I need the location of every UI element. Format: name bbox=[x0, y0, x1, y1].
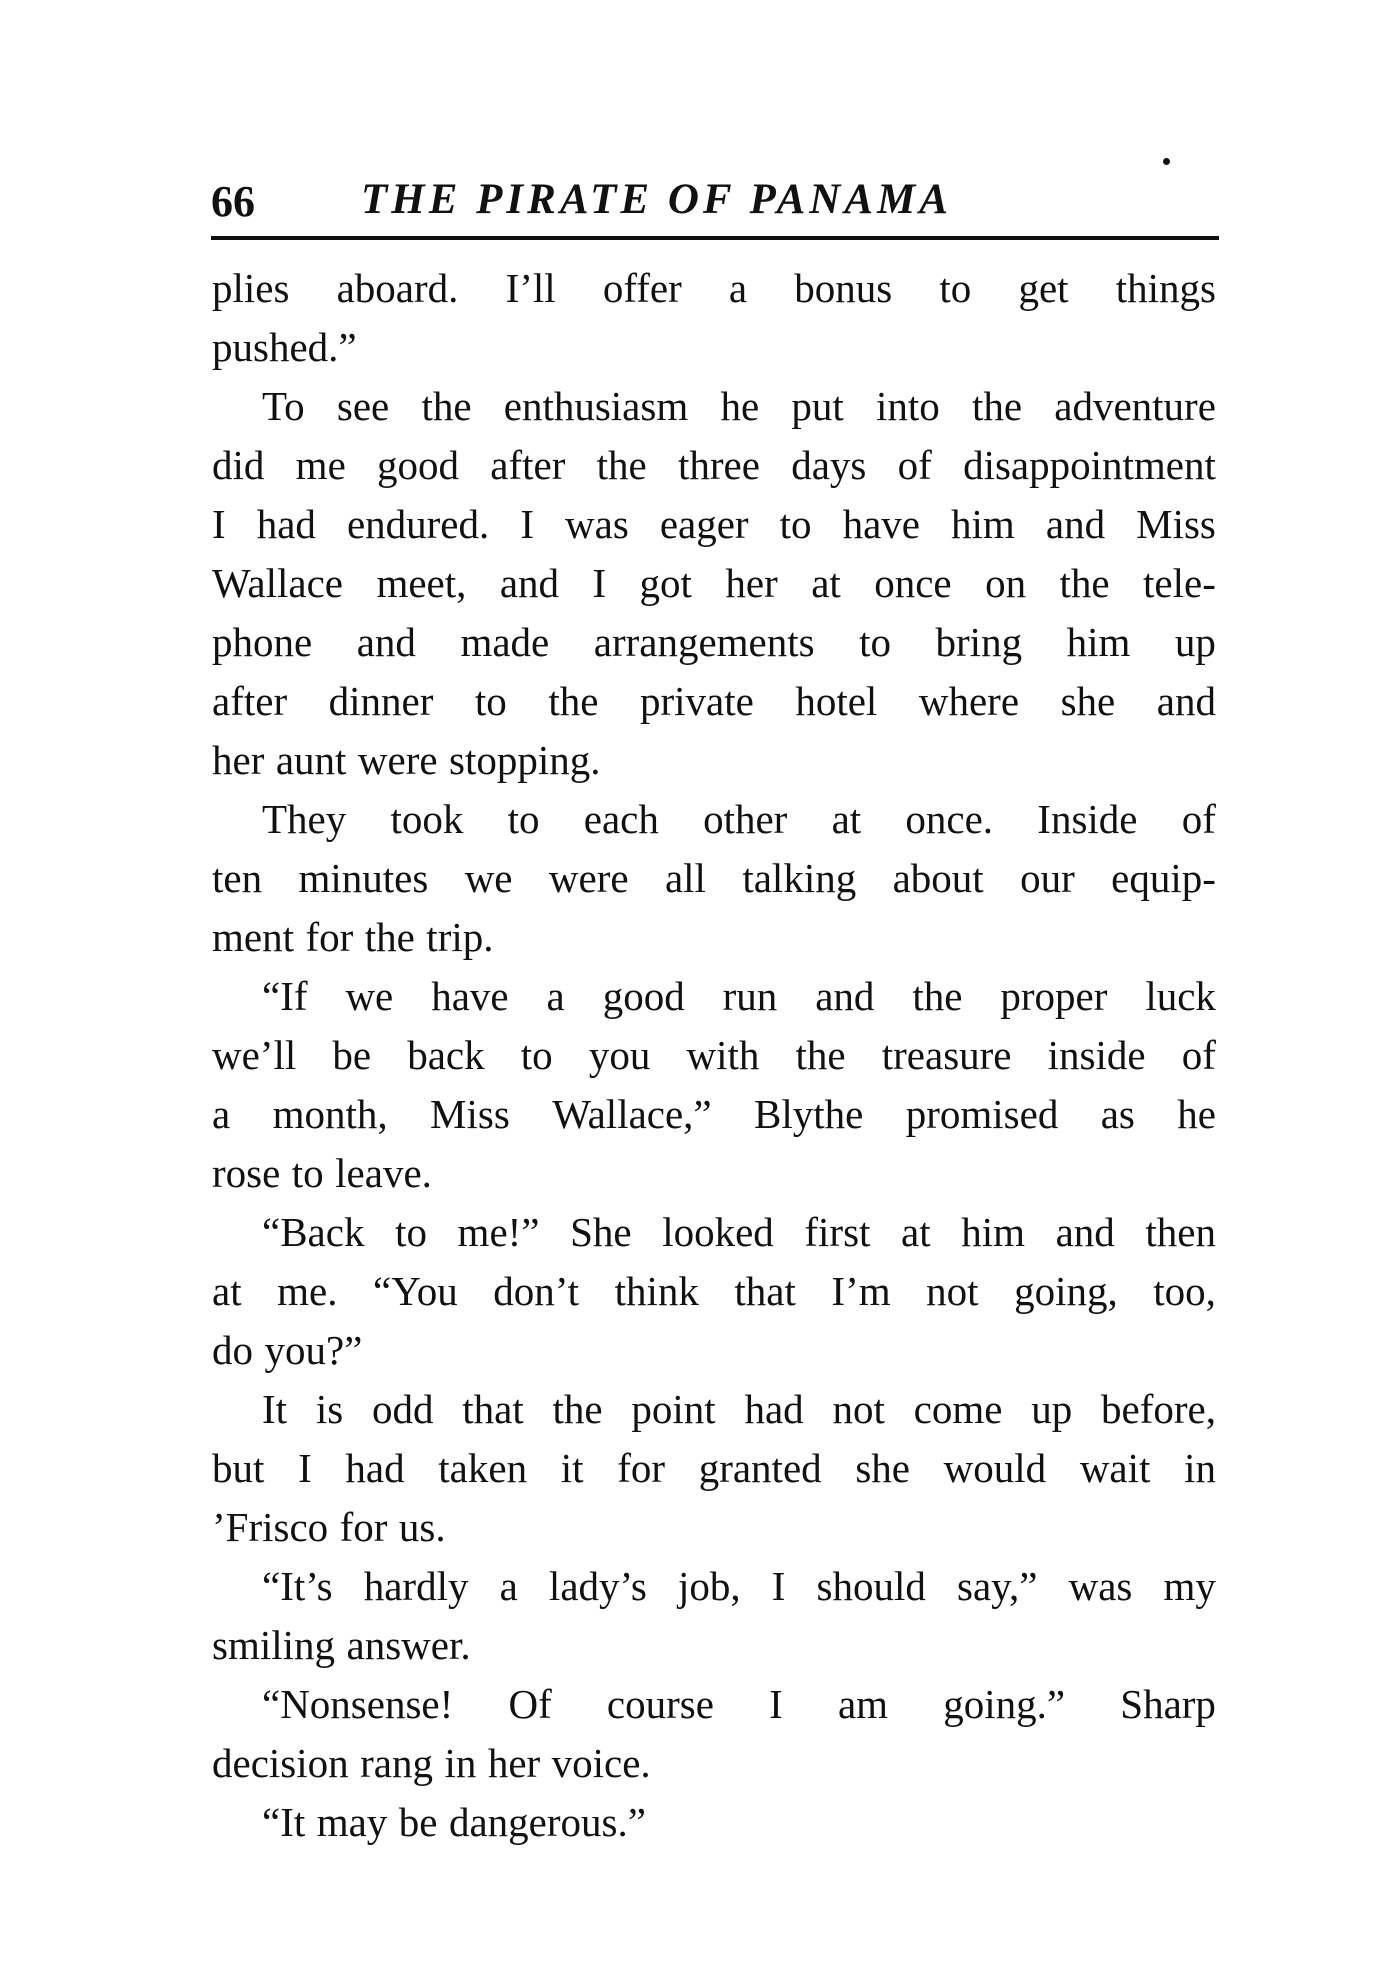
word: ment bbox=[212, 914, 294, 960]
word: the bbox=[971, 383, 1023, 429]
word: the bbox=[912, 973, 963, 1019]
word: then bbox=[1145, 1209, 1216, 1255]
word: “Back bbox=[262, 1209, 365, 1255]
word: a bbox=[212, 1091, 231, 1137]
word: the bbox=[364, 914, 415, 960]
word: that bbox=[734, 1268, 796, 1314]
word: aboard. bbox=[336, 265, 459, 311]
word: a bbox=[499, 1563, 518, 1609]
text-line bbox=[212, 1262, 1216, 1321]
word: me bbox=[295, 442, 346, 488]
word: luck bbox=[1145, 973, 1216, 1019]
text-line bbox=[212, 1498, 1216, 1557]
word: took bbox=[390, 796, 464, 842]
word: made bbox=[460, 619, 550, 665]
word: up bbox=[1031, 1386, 1073, 1432]
text-line bbox=[212, 790, 1216, 849]
text-line bbox=[212, 1439, 1216, 1498]
word: and bbox=[815, 973, 875, 1019]
text-line bbox=[212, 554, 1216, 613]
word: us. bbox=[398, 1504, 446, 1550]
text-line bbox=[212, 1616, 1216, 1675]
word: leave. bbox=[335, 1150, 432, 1196]
word: but bbox=[212, 1445, 265, 1491]
word: They bbox=[262, 796, 347, 842]
word: rang bbox=[360, 1740, 433, 1786]
word: eager bbox=[659, 501, 749, 547]
word: up bbox=[1174, 619, 1216, 665]
word: to bbox=[291, 1150, 324, 1196]
word: not bbox=[926, 1268, 979, 1314]
word: endured. bbox=[346, 501, 490, 547]
word: her bbox=[212, 737, 265, 783]
word: three bbox=[678, 442, 760, 488]
word: of bbox=[1181, 1032, 1216, 1078]
word: Blythe bbox=[754, 1091, 864, 1137]
word: disappointment bbox=[963, 442, 1216, 488]
word: think bbox=[614, 1268, 699, 1314]
word: meet, bbox=[376, 560, 467, 606]
word: minutes bbox=[298, 855, 429, 901]
word: to bbox=[520, 1032, 553, 1078]
word: with bbox=[686, 1032, 760, 1078]
word: equip- bbox=[1111, 855, 1216, 901]
word: after bbox=[212, 678, 288, 724]
word: plies bbox=[212, 265, 290, 311]
word: all bbox=[664, 855, 706, 901]
word: for bbox=[339, 1504, 388, 1550]
word: point bbox=[631, 1386, 716, 1432]
word: the bbox=[795, 1032, 846, 1078]
text-line bbox=[212, 1203, 1216, 1262]
word: do bbox=[212, 1327, 253, 1373]
text-line bbox=[212, 672, 1216, 731]
text-line bbox=[212, 1793, 1216, 1852]
word: me. bbox=[277, 1268, 338, 1314]
running-title: THE PIRATE OF PANAMA bbox=[361, 176, 952, 223]
text-line bbox=[212, 1380, 1216, 1439]
word: were bbox=[548, 855, 629, 901]
word: the bbox=[552, 1386, 603, 1432]
text-line bbox=[212, 1675, 1216, 1734]
word: good bbox=[377, 442, 460, 488]
text-line bbox=[212, 377, 1216, 436]
word: we bbox=[345, 973, 394, 1019]
word: was bbox=[1068, 1563, 1133, 1609]
body-text bbox=[212, 259, 1216, 1852]
word: to bbox=[939, 265, 972, 311]
word: come bbox=[913, 1386, 1003, 1432]
word: be bbox=[332, 1032, 372, 1078]
word: I’m bbox=[831, 1268, 891, 1314]
word: had bbox=[256, 501, 316, 547]
word: is bbox=[315, 1386, 344, 1432]
page-number: 66 bbox=[211, 177, 255, 226]
word: other bbox=[703, 796, 788, 842]
word: days bbox=[791, 442, 867, 488]
word: my bbox=[1163, 1563, 1216, 1609]
word: and bbox=[1045, 501, 1106, 547]
word: wait bbox=[1079, 1445, 1151, 1491]
word: in bbox=[444, 1740, 477, 1786]
word: going.” bbox=[943, 1681, 1066, 1727]
word: and bbox=[499, 560, 560, 606]
word: the bbox=[548, 678, 599, 724]
word: him bbox=[961, 1209, 1025, 1255]
word: odd bbox=[371, 1386, 434, 1432]
word: once bbox=[874, 560, 952, 606]
word: a bbox=[728, 265, 748, 311]
word: hotel bbox=[795, 678, 878, 724]
word: run bbox=[722, 973, 778, 1019]
word: for bbox=[617, 1445, 666, 1491]
word: back bbox=[407, 1032, 485, 1078]
text-line bbox=[212, 436, 1216, 495]
word: Inside bbox=[1037, 796, 1138, 842]
word: “You bbox=[373, 1268, 458, 1314]
word: “Nonsense! bbox=[262, 1681, 454, 1727]
word: “It bbox=[262, 1799, 306, 1845]
text-line bbox=[212, 1321, 1216, 1380]
word: private bbox=[639, 678, 754, 724]
word: of bbox=[1181, 796, 1216, 842]
word: answer. bbox=[346, 1622, 471, 1668]
word: lady’s bbox=[548, 1563, 647, 1609]
text-line bbox=[212, 967, 1216, 1026]
word: before, bbox=[1101, 1386, 1216, 1432]
word: Miss bbox=[430, 1091, 510, 1137]
page-header bbox=[211, 170, 1219, 232]
word: dinner bbox=[328, 678, 434, 724]
word: phone bbox=[212, 619, 313, 665]
word: I bbox=[769, 1681, 783, 1727]
word: into bbox=[875, 383, 940, 429]
word: that bbox=[462, 1386, 524, 1432]
word: treasure bbox=[881, 1032, 1012, 1078]
word: should bbox=[816, 1563, 926, 1609]
word: did bbox=[212, 442, 265, 488]
word: looked bbox=[662, 1209, 774, 1255]
word: of bbox=[897, 442, 932, 488]
word: “If bbox=[262, 973, 308, 1019]
header-rule bbox=[211, 236, 1219, 240]
word: once. bbox=[905, 796, 994, 842]
word: month, bbox=[272, 1091, 388, 1137]
word: smiling bbox=[212, 1622, 336, 1668]
text-line bbox=[212, 1144, 1216, 1203]
word: see bbox=[336, 383, 390, 429]
text-line bbox=[212, 908, 1216, 967]
text-line bbox=[212, 495, 1216, 554]
word: where bbox=[918, 678, 1020, 724]
word: were bbox=[357, 737, 438, 783]
word: things bbox=[1115, 265, 1216, 311]
word: enthusiasm bbox=[503, 383, 689, 429]
word: have bbox=[431, 973, 509, 1019]
word: on bbox=[985, 560, 1027, 606]
word: she bbox=[855, 1445, 910, 1491]
word: Of bbox=[508, 1681, 552, 1727]
word: hardly bbox=[363, 1563, 469, 1609]
word: him bbox=[951, 501, 1015, 547]
text-line bbox=[212, 613, 1216, 672]
word: It bbox=[262, 1386, 288, 1432]
text-line bbox=[212, 1026, 1216, 1085]
text-line bbox=[212, 1734, 1216, 1793]
word: and bbox=[356, 619, 416, 665]
word: aunt bbox=[275, 737, 347, 783]
word: and bbox=[1055, 1209, 1115, 1255]
word: trip. bbox=[426, 914, 494, 960]
word: a bbox=[546, 973, 565, 1019]
word: I bbox=[771, 1563, 786, 1609]
word: about bbox=[892, 855, 984, 901]
word: I bbox=[298, 1445, 312, 1491]
word: Wallace,” bbox=[552, 1091, 712, 1137]
text-line bbox=[212, 1557, 1216, 1616]
word: at bbox=[212, 1268, 242, 1314]
word: had bbox=[345, 1445, 405, 1491]
word: we bbox=[464, 855, 513, 901]
word: I bbox=[212, 501, 226, 547]
word: say,” bbox=[957, 1563, 1038, 1609]
word: get bbox=[1018, 265, 1069, 311]
word: the bbox=[421, 383, 472, 429]
word: at bbox=[831, 796, 862, 842]
word: I’ll bbox=[505, 265, 556, 311]
word: got bbox=[639, 560, 692, 606]
word: not bbox=[832, 1386, 885, 1432]
word: would bbox=[943, 1445, 1047, 1491]
word: she bbox=[1060, 678, 1116, 724]
word: Miss bbox=[1136, 501, 1216, 547]
word: “It’s bbox=[262, 1563, 333, 1609]
text-line bbox=[212, 259, 1216, 318]
word: at bbox=[901, 1209, 931, 1255]
word: adventure bbox=[1054, 383, 1216, 429]
word: had bbox=[744, 1386, 804, 1432]
word: To bbox=[262, 383, 305, 429]
word: Sharp bbox=[1120, 1681, 1216, 1727]
word: pushed.” bbox=[212, 324, 357, 370]
word: going, bbox=[1014, 1268, 1118, 1314]
word: he bbox=[720, 383, 760, 429]
word: you bbox=[588, 1032, 651, 1078]
word: good bbox=[602, 973, 685, 1019]
word: proper bbox=[1000, 973, 1108, 1019]
word: me!” bbox=[457, 1209, 540, 1255]
word: at bbox=[811, 560, 841, 606]
word: voice. bbox=[551, 1740, 651, 1786]
text-line bbox=[212, 1085, 1216, 1144]
word: and bbox=[1156, 678, 1216, 724]
word: I bbox=[520, 501, 534, 547]
word: arrangements bbox=[593, 619, 815, 665]
word: the bbox=[1059, 560, 1110, 606]
word: you?” bbox=[264, 1327, 363, 1373]
print-speck bbox=[1163, 158, 1170, 165]
word: we’ll bbox=[212, 1032, 297, 1078]
word: each bbox=[583, 796, 659, 842]
word: to bbox=[859, 619, 892, 665]
word: inside bbox=[1047, 1032, 1146, 1078]
word: course bbox=[606, 1681, 714, 1727]
word: he bbox=[1177, 1091, 1216, 1137]
word: I bbox=[592, 560, 607, 606]
word: don’t bbox=[493, 1268, 580, 1314]
text-line bbox=[212, 318, 1216, 377]
text-line bbox=[212, 731, 1216, 790]
word: stopping. bbox=[449, 737, 601, 783]
word: in bbox=[1184, 1445, 1216, 1491]
word: She bbox=[570, 1209, 632, 1255]
word: to bbox=[474, 678, 507, 724]
word: talking bbox=[742, 855, 857, 901]
word: tele- bbox=[1143, 560, 1216, 606]
word: granted bbox=[698, 1445, 822, 1491]
word: as bbox=[1100, 1091, 1135, 1137]
word: promised bbox=[905, 1091, 1059, 1137]
text-line bbox=[212, 849, 1216, 908]
word: to bbox=[779, 501, 812, 547]
word: offer bbox=[602, 265, 682, 311]
word: decision bbox=[212, 1740, 349, 1786]
word: him bbox=[1066, 619, 1131, 665]
word: the bbox=[596, 442, 647, 488]
word: first bbox=[804, 1209, 871, 1255]
word: to bbox=[507, 796, 540, 842]
word: her bbox=[487, 1740, 541, 1786]
word: bonus bbox=[794, 265, 893, 311]
word: rose bbox=[212, 1150, 281, 1196]
word: have bbox=[842, 501, 920, 547]
word: ’Frisco bbox=[212, 1504, 329, 1550]
word: her bbox=[725, 560, 778, 606]
word: ten bbox=[212, 855, 263, 901]
word: put bbox=[791, 383, 844, 429]
word: to bbox=[395, 1209, 427, 1255]
word: Wallace bbox=[212, 560, 343, 606]
word: dangerous.” bbox=[448, 1799, 646, 1845]
word: taken bbox=[438, 1445, 528, 1491]
word: may bbox=[316, 1799, 388, 1845]
word: too, bbox=[1153, 1268, 1216, 1314]
word: am bbox=[837, 1681, 889, 1727]
word: job, bbox=[677, 1563, 741, 1609]
word: was bbox=[565, 501, 629, 547]
word: our bbox=[1020, 855, 1075, 901]
word: it bbox=[560, 1445, 584, 1491]
word: after bbox=[490, 442, 566, 488]
word: be bbox=[398, 1799, 438, 1845]
word: bring bbox=[935, 619, 1023, 665]
word: for bbox=[305, 914, 354, 960]
